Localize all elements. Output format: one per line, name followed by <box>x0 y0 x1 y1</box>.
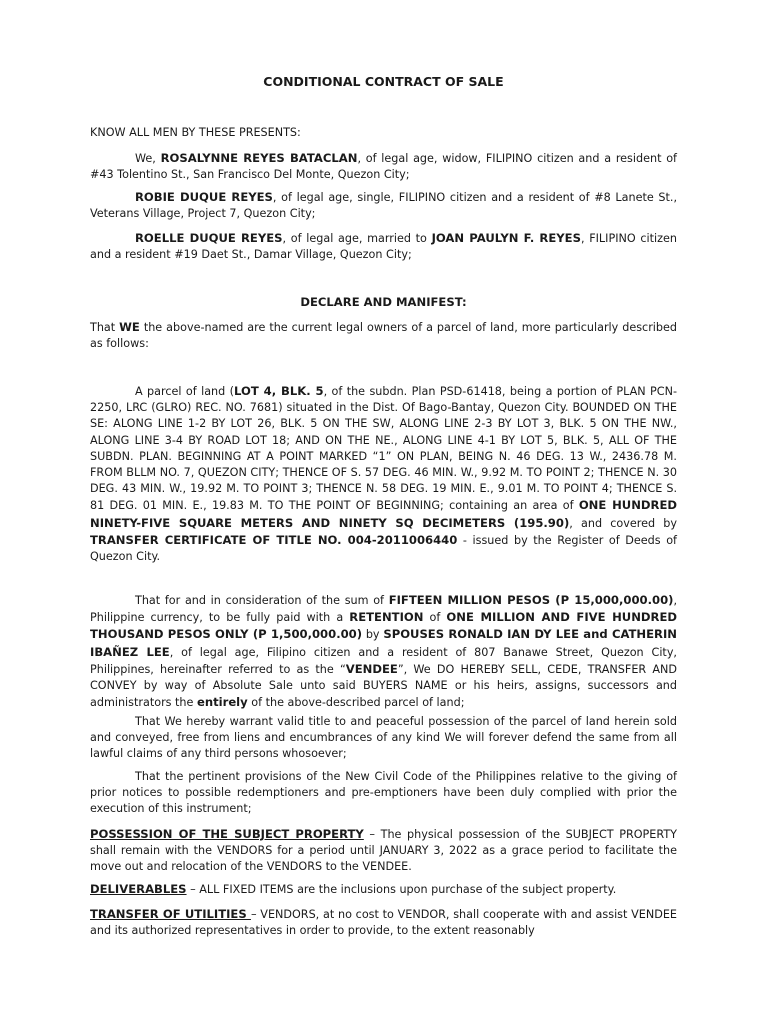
party-3-paragraph <box>90 230 677 263</box>
possession-heading: POSSESSION OF THE SUBJECT PROPERTY <box>90 827 364 841</box>
intro-line: KNOW ALL MEN BY THESE PRESENTS: <box>90 126 301 139</box>
consideration-paragraph <box>90 592 677 711</box>
parcel-description <box>90 383 677 565</box>
parcel-rest: - issued by the Register of Deeds of Quezon City. <box>90 533 677 564</box>
declare-rest: the above-named are the current legal owners of a parcel of land, more particularly described as follows: <box>90 321 677 351</box>
party-1-details: , of legal age, widow, FILIPINO citizen and a resident of #43 Tolentino St., San Francisco Del Monte, Quezon City; <box>90 152 677 182</box>
parcel-mid: , and covered by <box>569 516 677 530</box>
party-3-spouse: JOAN PAULYN F. REYES <box>431 231 581 245</box>
declare-heading: DECLARE AND MANIFEST: <box>300 295 467 309</box>
parcel-pre: A parcel of land ( <box>135 385 235 398</box>
document-title: CONDITIONAL CONTRACT OF SALE <box>263 74 504 89</box>
deliverables-paragraph <box>90 881 677 898</box>
party-2-name: ROBIE DUQUE REYES <box>135 190 273 204</box>
consideration-t1: , Philippine currency, to be fully paid with a <box>90 594 678 625</box>
party-2-details: , of legal age, single, FILIPINO citizen and a resident of #8 Lanete St., Veterans Village, Project 7, Quezon City; <box>90 191 677 221</box>
parcel-area: ONE HUNDRED NINETY-FIVE SQUARE METERS AND NINETY SQ DECIMETERS (195.90) <box>90 498 677 530</box>
consideration-vendee: VENDEE <box>345 661 398 676</box>
party-1-pre: We, <box>135 152 161 165</box>
consideration-t4: , of legal age, Filipino citizen and a resident of 807 Banawe Street, Quezon City, Philippines, hereinafter referred to as the “ <box>90 645 677 676</box>
parcel-lot: LOT 4, BLK. 5 <box>234 384 324 398</box>
warranty-paragraph: That We hereby warrant valid title to and peaceful possession of the parcel of land herein sold and conveyed, free from liens and encumbrances of any kind We will forever defend the same from all lawful claims of any third persons whosoever; <box>90 715 677 761</box>
civil-code-paragraph: That the pertinent provisions of the New Civil Code of the Philippines relative to the giving of prior notices to possible redemptioners and pre-emptioners have been duly complied with prior the execution of this instrument; <box>90 770 677 816</box>
deliverables-heading: DELIVERABLES <box>90 882 187 896</box>
parcel-tct: TRANSFER CERTIFICATE OF TITLE NO. 004-2011006440 <box>90 532 458 547</box>
party-1-paragraph <box>90 150 677 183</box>
consideration-retention-amount: ONE MILLION AND FIVE HUNDRED THOUSAND PESOS ONLY (P 1,500,000.00) <box>90 610 678 642</box>
consideration-t2: of <box>423 611 447 625</box>
consideration-buyers: SPOUSES RONALD IAN DY LEE and CATHERIN IBAÑEZ LEE <box>90 627 677 659</box>
consideration-sum: FIFTEEN MILLION PESOS (P 15,000,000.00) <box>388 593 674 607</box>
party-3-details: , FILIPINO citizen and a resident #19 Daet St., Damar Village, Quezon City; <box>90 232 677 262</box>
possession-text: – The physical possession of the SUBJECT PROPERTY shall remain with the VENDORS for a period until JANUARY 3, 2022 as a grace period to facilitate the move out and relocation of the VENDORS to the VENDEE. <box>90 828 677 874</box>
consideration-pre: That for and in consideration of the sum of <box>135 594 389 607</box>
party-2-paragraph <box>90 189 677 222</box>
parcel-body: , of the subdn. Plan PSD-61418, being a portion of PLAN PCN-2250, LRC (GLRO) REC. NO. 7681) situated in the Dist. Of Bago-Bantay, Quezon City. BOUNDED ON THE SE: ALONG LINE 1-2 BY LOT 26, BLK. 5 ON THE SW, ALONG LINE 2-3 BY LOT 3, BLK. 5 ON THE NW., ALONG LINE 3-4 BY ROAD LOT 18; AND ON THE NE., ALONG LINE 4-1 BY LOT 5, BLK. 5, ALL OF THE SUBDN. PLAN. BEGINNING AT A POINT MARKED “1” ON PLAN, BEING N. 46 DEG. 13 W., 2436.78 M. FROM BLLM NO. 7, QUEZON CITY; THENCE OF S. 57 DEG. 46 MIN. W., 9.92 M. TO POINT 2; THENCE N. 30 DEG. 43 MIN. W., 19.92 M. TO POINT 3; THENCE N. 58 DEG. 19 MIN. E., 9.01 M. TO POINT 4; THENCE S. 81 DEG. 01 MIN. E., 19.83 M. TO THE POINT OF BEGINNING; containing an area of <box>90 385 678 513</box>
consideration-t6: of the above-described parcel of land; <box>247 696 465 710</box>
declare-pre: That <box>90 321 120 334</box>
possession-paragraph <box>90 826 677 876</box>
party-3-mid: , of legal age, married to <box>282 232 432 245</box>
party-1-name: ROSALYNNE REYES BATACLAN <box>160 151 358 165</box>
consideration-t5: ”, We DO HEREBY SELL, CEDE, TRANSFER AND CONVEY by way of Absolute Sale unto said BUYERS NAME or his heirs, assigns, successors and administrators the <box>90 662 677 710</box>
declare-paragraph <box>90 319 677 352</box>
consideration-retention: RETENTION <box>349 610 424 625</box>
consideration-t3: by <box>362 628 384 642</box>
utilities-paragraph <box>90 906 677 939</box>
party-3-name: ROELLE DUQUE REYES <box>135 231 283 245</box>
utilities-heading: TRANSFER OF UTILITIES <box>90 907 251 921</box>
consideration-entirely: entirely <box>196 695 248 710</box>
deliverables-text: – ALL FIXED ITEMS are the inclusions upon purchase of the subject property. <box>186 883 617 896</box>
utilities-text: – VENDORS, at no cost to VENDOR, shall cooperate with and assist VENDEE and its authorized representatives in order to provide, to the extent reasonably <box>90 908 677 938</box>
declare-we: WE <box>119 320 140 334</box>
